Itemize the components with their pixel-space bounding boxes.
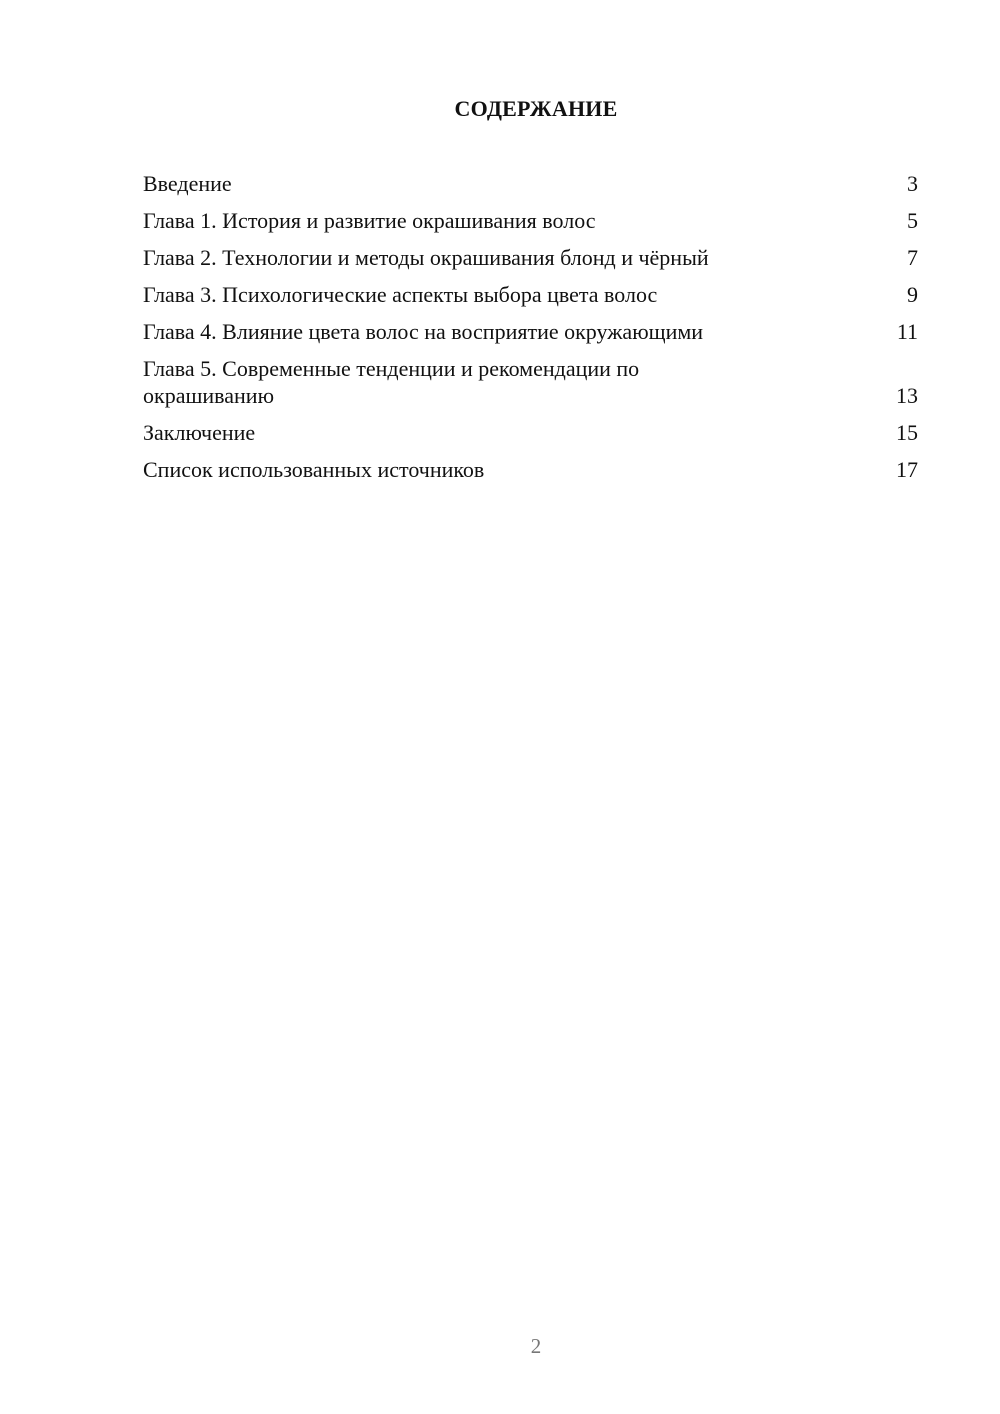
toc-entry-title: Глава 4. Влияние цвета волос на восприятие окружающими bbox=[143, 319, 704, 344]
toc-entry-title: Введение bbox=[143, 171, 232, 196]
toc-entry-references bbox=[143, 456, 918, 483]
toc-entry-chapter-4 bbox=[143, 318, 918, 345]
toc-entry-chapter-2 bbox=[143, 244, 918, 271]
toc-entry-page: 3 bbox=[907, 171, 918, 196]
toc-entry-title: Список использованных источников bbox=[143, 457, 485, 482]
page-title: СОДЕРЖАНИЕ bbox=[454, 96, 618, 121]
toc-entry-page: 7 bbox=[907, 245, 918, 270]
toc-entry-title: Глава 3. Психологические аспекты выбора цвета волос bbox=[143, 282, 658, 307]
page-number: 2 bbox=[530, 1334, 542, 1358]
table-of-contents bbox=[143, 170, 918, 493]
toc-entry-page: 13 bbox=[896, 383, 918, 408]
toc-entry-chapter-5 bbox=[143, 355, 918, 409]
toc-entry-title: Глава 2. Технологии и методы окрашивания блонд и чёрный bbox=[143, 245, 709, 270]
toc-entry-title: Заключение bbox=[143, 420, 256, 445]
toc-entry-chapter-3 bbox=[143, 281, 918, 308]
toc-entry-title: Глава 1. История и развитие окрашивания волос bbox=[143, 208, 596, 233]
toc-entry-page: 5 bbox=[907, 208, 918, 233]
toc-entry-page: 11 bbox=[896, 319, 918, 344]
toc-entry-page: 9 bbox=[907, 282, 918, 307]
toc-entry-chapter-1 bbox=[143, 207, 918, 234]
toc-entry-title: Глава 5. Современные тенденции и рекомендации по окрашиванию bbox=[143, 356, 640, 408]
toc-entry-page: 15 bbox=[896, 420, 918, 445]
toc-entry-introduction bbox=[143, 170, 918, 197]
toc-entry-page: 17 bbox=[896, 457, 918, 482]
toc-entry-conclusion bbox=[143, 419, 918, 446]
